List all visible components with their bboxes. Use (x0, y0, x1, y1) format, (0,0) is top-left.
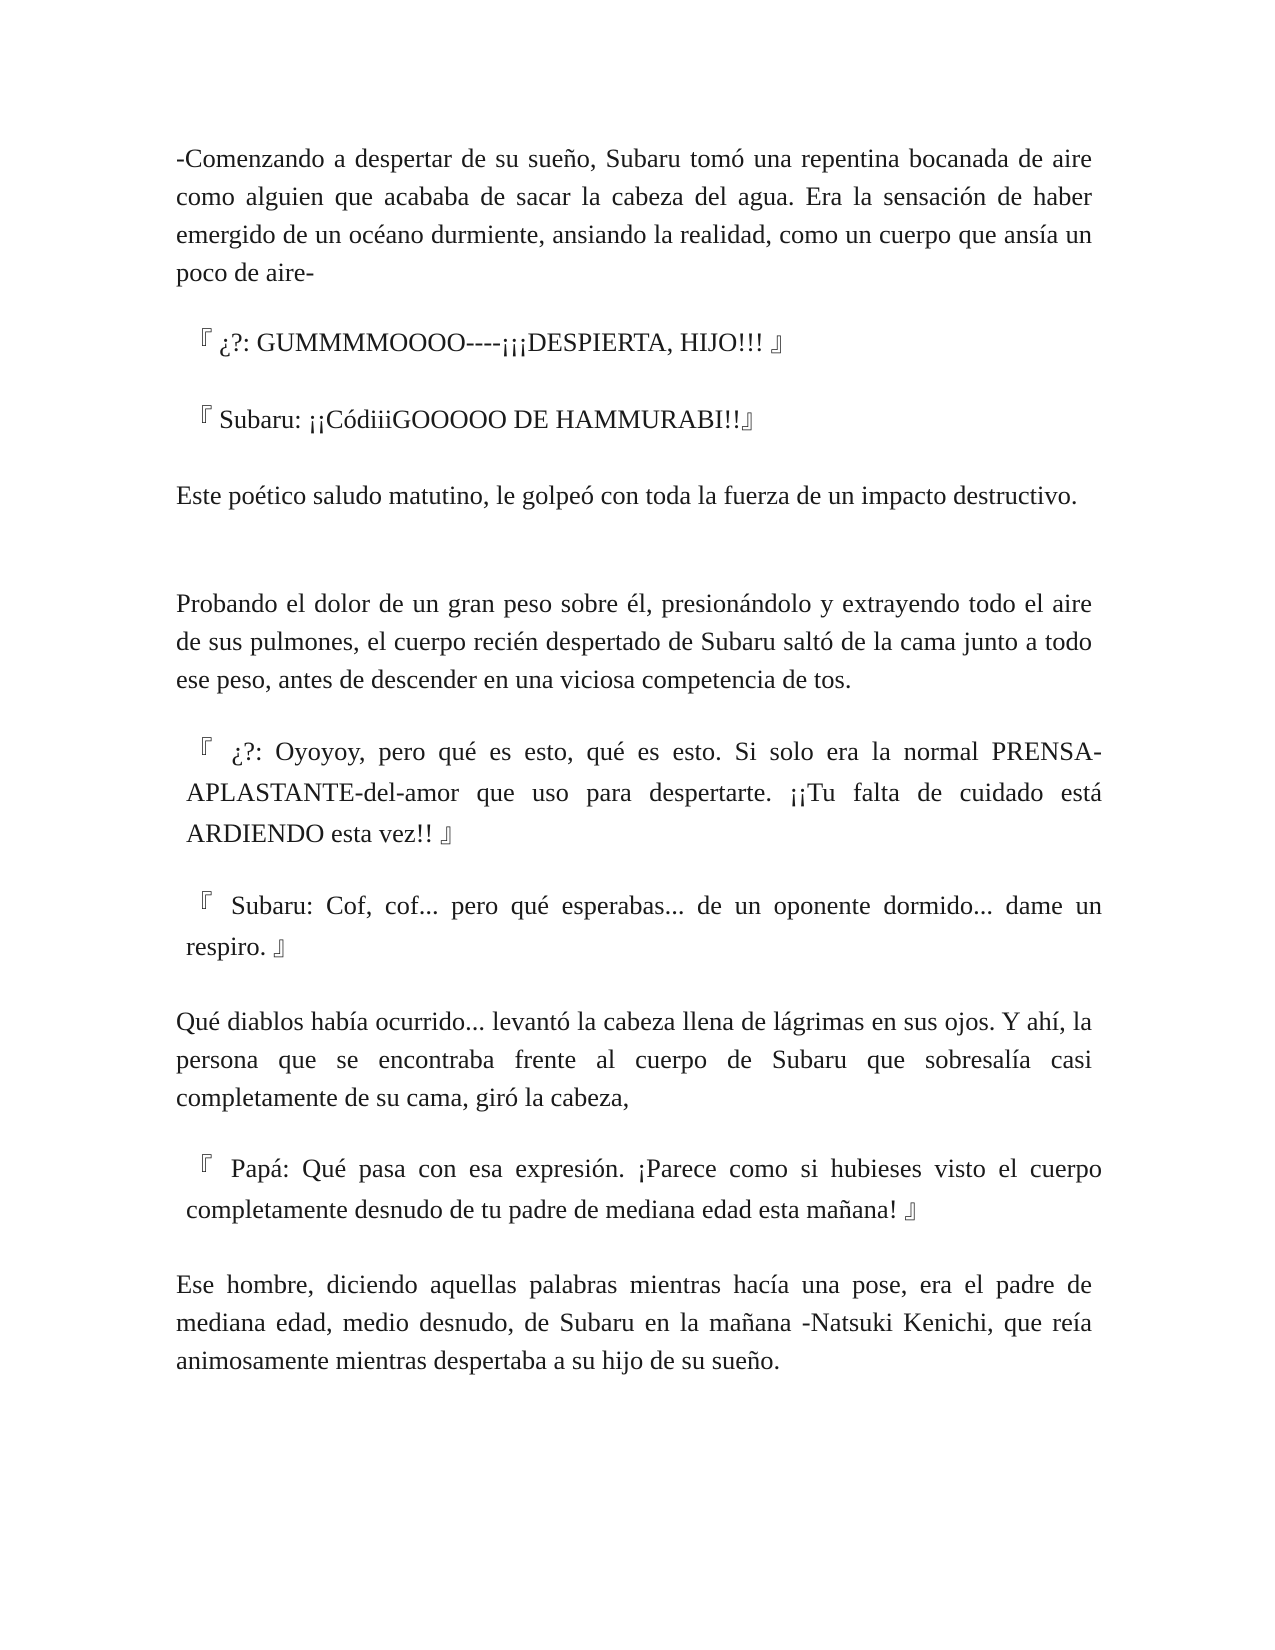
dialogue-subaru-cough: 『 Subaru: Cof, cof... pero qué esperabas... de un oponente dormido... dame un respiro. 』 (186, 890, 1102, 961)
dialogue-subaru-hammurabi: 『 Subaru: ¡¡CódiiiGOOOOO DE HAMMURABI!!』 (186, 404, 768, 434)
paragraph-awakening: -Comenzando a despertar de su sueño, Subaru tomó una repentina bocanada de aire como alguien que acababa de sacar la cabeza del agua. Era la sensación de haber emergido de un océano durmiente, ansiando la realidad, como un cuerpo que ansía un poco de aire- (176, 143, 1092, 287)
paragraph-what-happened: Qué diablos había ocurrido... levantó la cabeza llena de lágrimas en sus ojos. Y ahí, la persona que se encontraba frente al cuerpo de Subaru que sobresalía casi completamente de su cama, giró la cabeza, (176, 1006, 1092, 1112)
paragraph-greeting: Este poético saludo matutino, le golpeó con toda la fuerza de un impacto destructivo. (176, 480, 1078, 510)
dialogue-unknown-wake-up: 『 ¿?: GUMMMMOOOO----¡¡¡DESPIERTA, HIJO!!! 』 (186, 327, 797, 357)
dialogue-papa: 『 Papá: Qué pasa con esa expresión. ¡Parece como si hubieses visto el cuerpo completamente desnudo de tu padre de mediana edad esta mañana! 』 (186, 1153, 1102, 1224)
paragraph-father: Ese hombre, diciendo aquellas palabras mientras hacía una pose, era el padre de mediana edad, medio desnudo, de Subaru en la mañana -Natsuki Kenichi, que reía animosamente mientras despertaba a su hijo de su sueño. (176, 1269, 1092, 1375)
dialogue-unknown-press: 『 ¿?: Oyoyoy, pero qué es esto, qué es esto. Si solo era la normal PRENSA-APLASTANTE-del-amor que uso para despertarte. ¡¡Tu falta de cuidado está ARDIENDO esta vez!! 』 (186, 736, 1102, 848)
paragraph-weight: Probando el dolor de un gran peso sobre él, presionándolo y extrayendo todo el aire de sus pulmones, el cuerpo recién despertado de Subaru saltó de la cama junto a todo ese peso, antes de descender en una viciosa competencia de tos. (176, 588, 1092, 694)
